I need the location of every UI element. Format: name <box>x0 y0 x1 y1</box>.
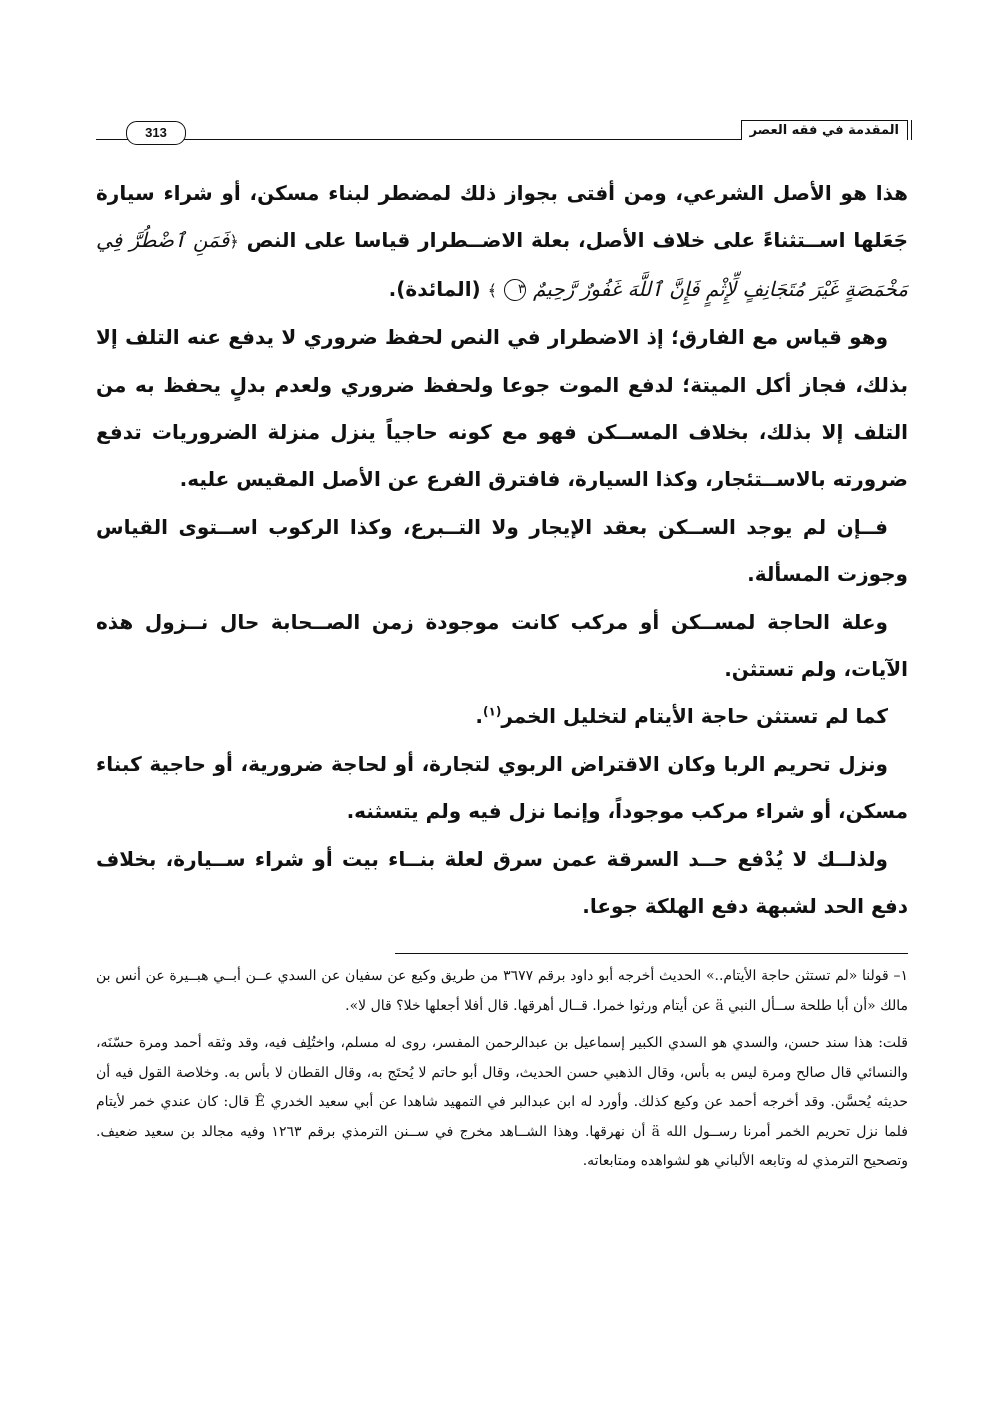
paragraph-5-end: . <box>475 704 484 729</box>
footnote-2-part-3: أن نهرقها. وهذا الشــاهد مخرج في ســنن الترمذي برقم ١٢٦٣ وفيه مجالد بن سعيد ضعيف. وتصحيح الترمذي له وتابعه الألباني هو لشواهده ومتابعاته. <box>96 1123 908 1169</box>
footnote-2-part-2: قال: كان عندي خمر لأيتام فلما نزل تحريم الخمر أمرنا رســول الله <box>96 1094 909 1140</box>
footnotes <box>96 962 908 1177</box>
paragraph-2: وهو قياس مع الفارق؛ إذ الاضطرار في النص لحفظ ضروري لا يدفع عنه التلف إلا بذلك، فجاز أكل الميتة؛ لدفع الموت جوعا ولحفظ ضروري ولعدم بدلٍ يحفظ به من التلف إلا بذلك، بخلاف المســكن فهو مع كونه حاجياً ينزل منزلة الضروريات تدفع ضرورته بالاســتئجار، وكذا السيارة، فافترق الفرع عن الأصل المقيس عليه. <box>96 325 908 492</box>
footnote-separator <box>395 953 908 954</box>
paragraph-7: ولذلــك لا يُدْفع حــد السرقة عمن سرق لعلة بنــاء بيت أو شراء ســيارة، بخلاف دفع الحد لشبهة دفع الهلكة جوعا. <box>96 846 908 919</box>
paragraph-6: ونزل تحريم الربا وكان الاقتراض الربوي لتجارة، أو لحاجة ضرورية، أو حاجية كبناء مسكن، أو شراء مركب موجوداً، وإنما نزل فيه ولم يتسثنه. <box>96 751 908 824</box>
quran-source: (المائدة). <box>388 276 481 301</box>
paragraph-4: وعلة الحاجة لمســكن أو مركب كانت موجودة زمن الصــحابة حال نــزول هذه الآيات، ولم تستثن. <box>96 609 908 682</box>
quran-verse: فَمَنِ ٱضْطُرَّ فِي مَخْمَصَةٍ غَيْرَ مُتَجَانِفٍ لِّإِثْمٍ فَإِنَّ ٱللَّهَ غَفُورٌ رَّحِيمٌ <box>96 228 908 301</box>
honorific-glyph: Ê <box>254 1094 266 1110</box>
footnote-1 <box>96 962 908 1021</box>
paragraph-3: فــإن لم يوجد الســكن بعقد الإيجار ولا التــبرع، وكذا الركوب اســتوى القياس وجوزت المسألة. <box>96 514 908 587</box>
quran-brace-open: ﴿ <box>229 232 239 252</box>
footnote-reference[interactable]: (١) <box>483 704 502 719</box>
page-number: 313 <box>126 121 186 145</box>
footnote-1-part-2: عن أيتام ورثوا خمرا. قــال أهرقها. قال أفلا أجعلها خلا؟ قال لا». <box>345 997 711 1014</box>
footnote-2-part-1: قلت: هذا سند حسن، والسدي هو السدي الكبير إسماعيل بن عبدالرحمن المفسر، روى له مسلم، واختُلِف فيه، وقد وثقه أحمد ومرة حسّنَه، والنسائي قال صالح ومرة ليس به بأس، وقال الذهبي حسن الحديث، وقال أبو حاتم لا يُحتَج به، وقال القطان لا بأس به. وخلاصة القول فيه أن حديثه يُحسَّن. وقد أخرجه أحمد عن وكيع كذلك. وأورد له ابن عبدالبر في التمهيد شاهدا عن أبي سعيد الخدري <box>96 1035 909 1110</box>
paragraph-1-text: هذا هو الأصل الشرعي، ومن أفتى بجواز ذلك لمضطر لبناء مسكن، أو شراء سيارة جَعَلها اســتثناءً على خلاف الأصل، بعلة الاضــطرار قياسا على النص <box>96 181 909 253</box>
ayah-number-marker: ٣ <box>504 279 526 301</box>
main-text <box>96 170 908 931</box>
paragraph-5 <box>96 693 908 740</box>
honorific-glyph: ä <box>651 1123 661 1140</box>
paragraph-5-text: كما لم تستثن حاجة الأيتام لتخليل الخمر <box>501 704 888 729</box>
book-title: المقدمة في فقه العصر <box>741 120 908 140</box>
page-header <box>96 116 908 146</box>
paragraph-1 <box>96 170 908 314</box>
footnote-1-part-1: ١– قولنا «لم تستثن حاجة الأيتام..» الحديث أخرجه أبو داود برقم ٣٦٧٧ من طريق وكيع عن سفيان عن السدي عــن أبــي هبــيرة عن أنس بن مالك «أن أبا طلحة ســأل النبي <box>96 968 908 1014</box>
footnote-commentary <box>96 1029 908 1177</box>
honorific-glyph: ä <box>715 997 724 1014</box>
quran-brace-close: ﴾ <box>487 280 498 300</box>
